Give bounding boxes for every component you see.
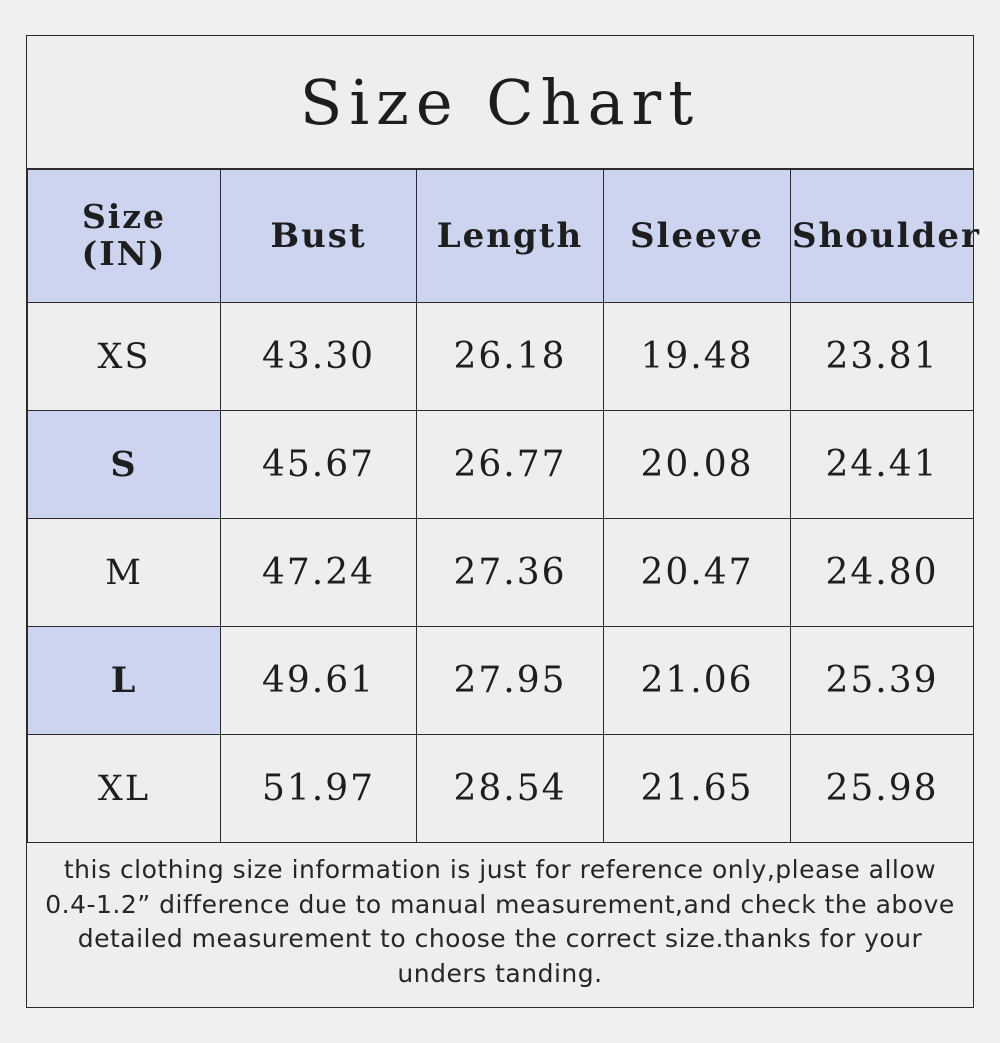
cell-shoulder: 25.39 xyxy=(791,627,974,735)
cell-sleeve: 21.06 xyxy=(604,627,791,735)
cell-bust: 43.30 xyxy=(221,303,417,411)
column-header-size-line1: Size xyxy=(81,197,167,237)
cell-shoulder: 24.80 xyxy=(791,519,974,627)
column-header-bust: Bust xyxy=(221,170,417,303)
cell-size: M xyxy=(28,519,221,627)
cell-bust: 47.24 xyxy=(221,519,417,627)
cell-sleeve: 21.65 xyxy=(604,735,791,843)
cell-length: 26.18 xyxy=(417,303,604,411)
cell-sleeve: 19.48 xyxy=(604,303,791,411)
column-header-shoulder: Shoulder xyxy=(791,170,974,303)
column-header-sleeve: Sleeve xyxy=(604,170,791,303)
table-header xyxy=(28,170,981,303)
table-row xyxy=(28,303,974,411)
cell-bust: 45.67 xyxy=(221,411,417,519)
table-row xyxy=(28,627,974,735)
cell-shoulder: 23.81 xyxy=(791,303,974,411)
footnote xyxy=(27,843,973,1007)
size-chart-card xyxy=(26,35,981,1008)
cell-length: 27.95 xyxy=(417,627,604,735)
cell-bust: 51.97 xyxy=(221,735,417,843)
cell-size: S xyxy=(28,411,221,519)
cell-length: 26.77 xyxy=(417,411,604,519)
table-row xyxy=(28,735,974,843)
column-header-length: Length xyxy=(417,170,604,303)
cell-sleeve: 20.08 xyxy=(604,411,791,519)
cell-sleeve: 20.47 xyxy=(604,519,791,627)
column-header-size xyxy=(28,170,221,303)
table-body xyxy=(28,303,974,843)
column-header-size-line2: (IN) xyxy=(81,234,167,273)
cell-length: 27.36 xyxy=(417,519,604,627)
table-row xyxy=(28,519,974,627)
cell-length: 28.54 xyxy=(417,735,604,843)
size-chart-table xyxy=(27,169,981,843)
cell-size: XL xyxy=(28,735,221,843)
page-title: Size Chart xyxy=(299,65,701,139)
cell-size: XS xyxy=(28,303,221,411)
cell-shoulder: 24.41 xyxy=(791,411,974,519)
cell-size: L xyxy=(28,627,221,735)
table-header-row xyxy=(28,170,974,303)
cell-bust: 49.61 xyxy=(221,627,417,735)
footnote-text: this clothing size information is just for reference only,please allow 0.4-1.2” difference due to manual measurement,and check the above detailed measurement to choose the correct size.thanks for your unders tanding. xyxy=(45,855,955,988)
table-row xyxy=(28,411,974,519)
cell-shoulder: 25.98 xyxy=(791,735,974,843)
title-row xyxy=(27,36,973,169)
